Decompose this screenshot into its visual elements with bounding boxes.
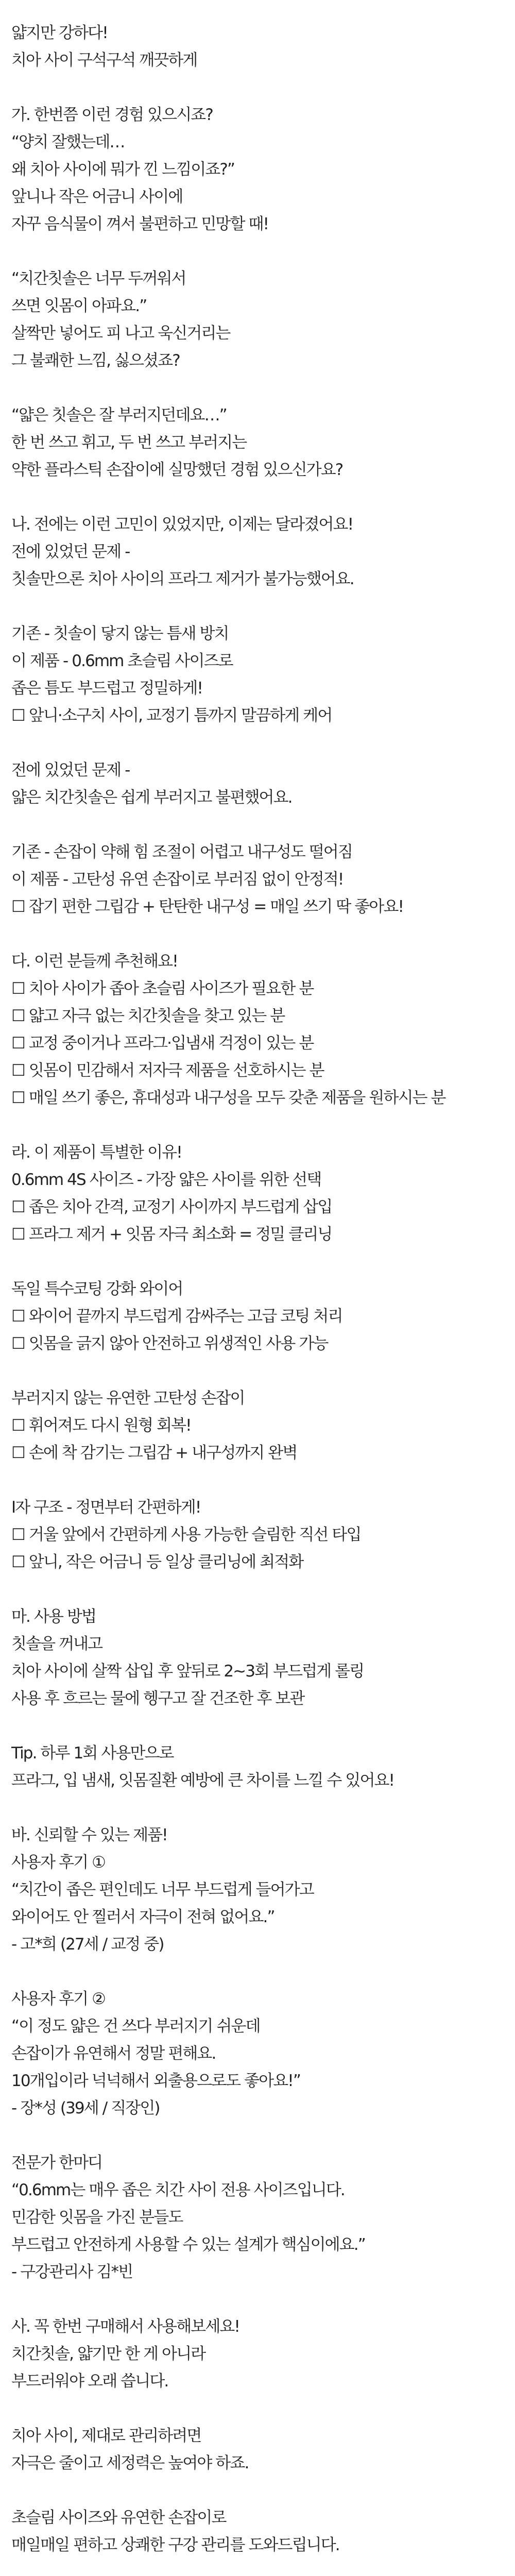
text-section xyxy=(11,1139,515,1248)
paragraph-gap xyxy=(11,1248,515,1276)
text-line: 부러지지 않는 유연한 고탄성 손잡이 xyxy=(11,1389,245,1408)
text-line: 이 제품 - 0.6mm 초슬림 사이즈로 xyxy=(11,652,233,670)
text-line: 얇은 치간칫솔은 쉽게 부러지고 불편했어요. xyxy=(11,788,292,807)
text-line: 사. 꼭 한번 구매해서 사용해보세요! xyxy=(11,2317,239,2336)
text-line: 매일매일 편하고 상쾌한 구강 관리를 도와드립니다. xyxy=(11,2536,339,2554)
paragraph-gap xyxy=(11,2286,515,2313)
text-line: 칫솔을 꺼내고 xyxy=(11,1635,102,1653)
text-line: 나. 전에는 이런 고민이 있었지만, 이제는 달라졌어요! xyxy=(11,515,353,534)
text-line: 다. 이런 분들께 추천해요! xyxy=(11,952,178,971)
text-line: 쓰면 잇몸이 아파요.” xyxy=(11,297,147,315)
text-line: 한 번 쓰고 휘고, 두 번 쓰고 부러지는 xyxy=(11,433,247,452)
text-section xyxy=(11,2313,515,2395)
paragraph-gap xyxy=(11,375,515,402)
paragraph-gap xyxy=(11,2395,515,2422)
text-line: “이 정도 얇은 건 쓰다 부러지기 쉬운데 xyxy=(11,2017,260,2036)
text-line: 10개입이라 넉넉해서 외출용으로도 좋아요!” xyxy=(11,2072,300,2090)
text-section xyxy=(11,1494,515,1576)
text-line: 좁은 틈도 부드럽고 정밀하게! xyxy=(11,679,202,698)
paragraph-gap xyxy=(11,730,515,757)
text-line: ☐ 잇몸이 민감해서 저자극 제품을 선호하시는 분 xyxy=(11,1061,324,1080)
paragraph-gap xyxy=(11,1958,515,1986)
text-section xyxy=(11,20,515,74)
paragraph-gap xyxy=(11,2122,515,2149)
text-line: 손잡이가 유연해서 정말 편해요. xyxy=(11,2044,216,2063)
text-line: 마. 사용 방법 xyxy=(11,1607,96,1626)
text-line: 자극은 줄이고 세정력은 높여야 하죠. xyxy=(11,2454,249,2472)
text-line: 사용자 후기 ② xyxy=(11,1990,106,2008)
text-section xyxy=(11,2422,515,2477)
text-line: 왜 치아 사이에 뭐가 낀 느낌이죠?” xyxy=(11,160,235,179)
text-line: 자꾸 음식물이 껴서 불편하고 민망할 때! xyxy=(11,215,269,233)
text-line: 기존 - 손잡이 약해 힘 조절이 어렵고 내구성도 떨어짐 xyxy=(11,843,352,861)
text-line: 앞니나 작은 어금니 사이에 xyxy=(11,188,183,206)
text-line: ☐ 잡기 편한 그립감 + 탄탄한 내구성 = 매일 쓰기 딱 좋아요! xyxy=(11,897,404,916)
paragraph-gap xyxy=(11,2559,515,2576)
paragraph-gap xyxy=(11,593,515,620)
text-line: ☐ 잇몸을 긁지 않아 안전하고 위생적인 사용 가능 xyxy=(11,1334,328,1353)
text-line: 칫솔만으론 치아 사이의 프라그 제거가 불가능했어요. xyxy=(11,570,354,588)
text-line: - 고*희 (27세 / 교정 중) xyxy=(11,1935,164,1954)
paragraph-gap xyxy=(11,1467,515,1494)
text-line: ☐ 매일 쓰기 좋은, 휴대성과 내구성을 모두 갖춘 제품을 원하시는 분 xyxy=(11,1089,445,1107)
text-line: 전에 있었던 문제 - xyxy=(11,761,130,779)
text-line: 치아 사이에 살짝 삽입 후 앞뒤로 2~3회 부드럽게 롤링 xyxy=(11,1662,364,1681)
text-line: 기존 - 칫솔이 닿지 않는 틈새 방치 xyxy=(11,624,229,643)
text-line: ☐ 좁은 치아 간격, 교정기 사이까지 부드럽게 삽입 xyxy=(11,1198,332,1216)
text-line: 치간칫솔, 얇기만 한 게 아니라 xyxy=(11,2345,205,2363)
text-line: 민감한 잇몸을 가진 분들도 xyxy=(11,2208,183,2227)
text-line: 독일 특수코팅 강화 와이어 xyxy=(11,1280,183,1298)
text-line: “치간칫솔은 너무 두꺼워서 xyxy=(11,269,186,288)
text-section xyxy=(11,1822,515,1958)
text-section xyxy=(11,265,515,375)
text-line: 살짝만 넣어도 피 나고 욱신거리는 xyxy=(11,324,230,343)
text-line: “치간이 좁은 편인데도 너무 부드럽게 들어가고 xyxy=(11,1880,314,1899)
text-section xyxy=(11,1740,515,1794)
text-line: 부드럽고 안전하게 사용할 수 있는 설계가 핵심이에요.” xyxy=(11,2235,365,2254)
text-section xyxy=(11,839,515,921)
text-line: 사용 후 흐르는 물에 헹구고 잘 건조한 후 보관 xyxy=(11,1689,304,1708)
text-line: 치아 사이, 제대로 관리하려면 xyxy=(11,2427,201,2445)
paragraph-gap xyxy=(11,921,515,948)
text-line: ☐ 휘어져도 다시 원형 회복! xyxy=(11,1416,191,1435)
paragraph-gap xyxy=(11,1112,515,1139)
text-line: 라. 이 제품이 특별한 이유! xyxy=(11,1143,182,1162)
text-section xyxy=(11,620,515,730)
text-line: ☐ 교정 중이거나 프라그·입냄새 걱정이 있는 분 xyxy=(11,1034,314,1053)
text-line: ☐ 손에 착 감기는 그립감 + 내구성까지 완벽 xyxy=(11,1444,297,1462)
paragraph-gap xyxy=(11,484,515,511)
text-line: - 구강관리사 김*빈 xyxy=(11,2263,133,2281)
text-line: 전문가 한마디 xyxy=(11,2154,102,2172)
text-line: ☐ 치아 사이가 좁아 초슬림 사이즈가 필요한 분 xyxy=(11,979,314,998)
text-section xyxy=(11,511,515,593)
text-section xyxy=(11,948,515,1112)
text-section xyxy=(11,1603,515,1713)
text-line: 0.6mm 4S 사이즈 - 가장 얇은 사이를 위한 선택 xyxy=(11,1171,321,1189)
text-line: ☐ 얇고 자극 없는 치간칫솔을 찾고 있는 분 xyxy=(11,1007,285,1025)
text-line: “양치 잘했는데… xyxy=(11,133,125,151)
text-section xyxy=(11,757,515,811)
text-section xyxy=(11,101,515,238)
text-line: 바. 신뢰할 수 있는 제품! xyxy=(11,1826,167,1844)
text-line: 와이어도 안 찔러서 자극이 전혀 없어요.” xyxy=(11,1908,274,1926)
text-line: 전에 있었던 문제 - xyxy=(11,543,130,561)
text-line: 프라그, 입 냄새, 잇몸질환 예방에 큰 차이를 느낄 수 있어요! xyxy=(11,1771,394,1790)
text-section xyxy=(11,1276,515,1358)
text-section xyxy=(11,2504,515,2559)
paragraph-gap xyxy=(11,811,515,839)
text-line: ☐ 거울 앞에서 간편하게 사용 가능한 슬림한 직선 타입 xyxy=(11,1526,361,1544)
text-section xyxy=(11,1385,515,1467)
text-line: 그 불쾌한 느낌, 싫으셨죠? xyxy=(11,351,180,370)
paragraph-gap xyxy=(11,1794,515,1822)
text-line: “0.6mm는 매우 좁은 치간 사이 전용 사이즈입니다. xyxy=(11,2181,345,2199)
text-line: ☐ 프라그 제거 + 잇몸 자극 최소화 = 정밀 클리닝 xyxy=(11,1225,332,1244)
text-section xyxy=(11,2149,515,2286)
text-line: 사용자 후기 ① xyxy=(11,1853,106,1872)
text-section xyxy=(11,402,515,484)
text-line: ☐ 앞니·소구치 사이, 교정기 틈까지 말끔하게 케어 xyxy=(11,706,332,725)
text-line: Tip. 하루 1회 사용만으로 xyxy=(11,1744,174,1762)
text-line: ☐ 와이어 끝까지 부드럽게 감싸주는 고급 코팅 처리 xyxy=(11,1307,342,1326)
text-line: I자 구조 - 정면부터 간편하게! xyxy=(11,1498,201,1517)
text-line: 부드러워야 오래 씁니다. xyxy=(11,2372,168,2391)
text-line: 약한 플라스틱 손잡이에 실망했던 경험 있으신가요? xyxy=(11,461,343,479)
text-line: 이 제품 - 고탄성 유연 손잡이로 부러짐 없이 안정적! xyxy=(11,870,344,889)
paragraph-gap xyxy=(11,1358,515,1385)
paragraph-gap xyxy=(11,74,515,101)
text-line: 치아 사이 구석구석 깨끗하게 xyxy=(11,51,197,70)
text-line: 가. 한번쯤 이런 경험 있으시죠? xyxy=(11,106,213,124)
paragraph-gap xyxy=(11,238,515,265)
text-line: ☐ 앞니, 작은 어금니 등 일상 클리닝에 최적화 xyxy=(11,1553,303,1571)
text-line: - 장*성 (39세 / 직장인) xyxy=(11,2099,160,2117)
paragraph-gap xyxy=(11,1713,515,1740)
text-line: 얇지만 강하다! xyxy=(11,24,108,42)
paragraph-gap xyxy=(11,2477,515,2504)
text-line: 초슬림 사이즈와 유연한 손잡이로 xyxy=(11,2509,226,2527)
text-line: “얇은 칫솔은 잘 부러지던데요…” xyxy=(11,406,227,425)
paragraph-gap xyxy=(11,1576,515,1603)
text-section xyxy=(11,1986,515,2122)
